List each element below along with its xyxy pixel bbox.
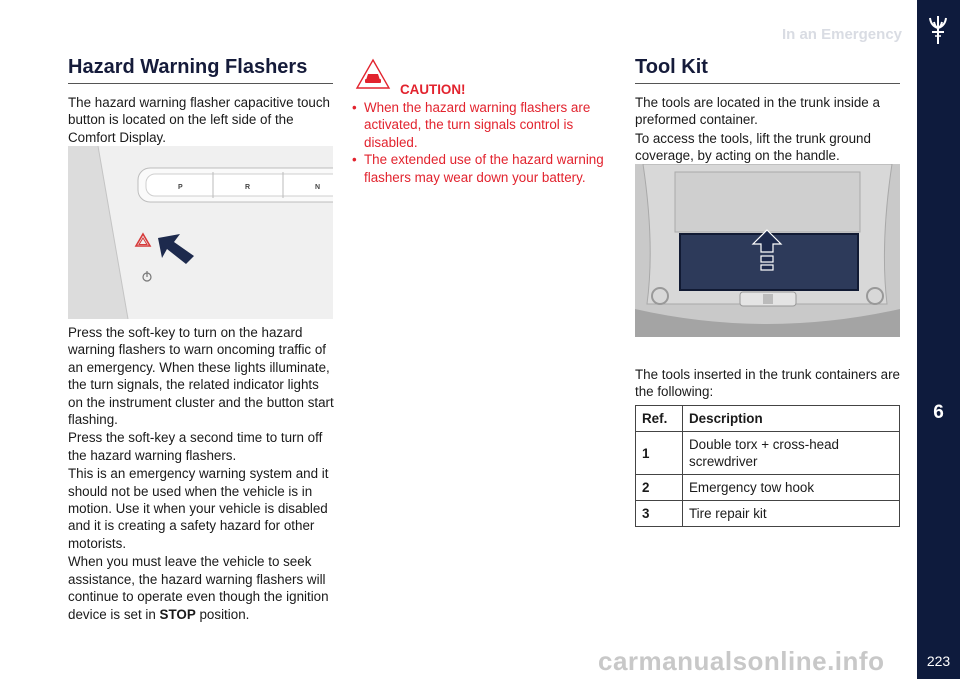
maserati-trident-logo <box>925 14 951 46</box>
gear-label-r: R <box>245 184 251 191</box>
ref-cell: 3 <box>636 501 683 527</box>
section-header: In an Emergency <box>781 26 902 43</box>
table-row <box>636 432 900 475</box>
hazard-title: Hazard Warning Flashers <box>68 56 333 84</box>
table-header-row <box>636 406 900 432</box>
col-header-description: Description <box>683 406 900 432</box>
toolkit-column <box>635 56 900 165</box>
gear-label-p: P <box>178 184 183 191</box>
hazard-para-1: Press the soft-key to turn on the hazard warning flashers to warn oncoming traffic of an emergency. When these lights illuminate, the turn signals, the related indicator lights on the instrument cluster and the button start flashing. <box>68 325 334 428</box>
description-cell: Emergency tow hook <box>683 475 900 501</box>
table-row <box>636 475 900 501</box>
watermark: carmanualsonline.info <box>598 646 885 676</box>
table-row <box>636 501 900 527</box>
hazard-body <box>68 324 336 623</box>
toolkit-para-1: The tools are located in the trunk inside a preformed container. <box>635 95 880 128</box>
ref-cell: 2 <box>636 475 683 501</box>
hazard-para-3: This is an emergency warning system and it should not be used when the vehicle is in motion. Use it when your vehicle is disabled and it is creating a safety hazard for other motorists. <box>68 466 329 551</box>
page-number: 223 <box>926 653 951 669</box>
caution-list <box>352 99 610 186</box>
chapter-number: 6 <box>933 402 944 423</box>
toolkit-title: Tool Kit <box>635 56 900 84</box>
caution-item: • When the hazard warning flashers are activated, the turn signals control is disabled. <box>352 99 610 151</box>
toolkit-list-intro <box>635 366 900 401</box>
ref-cell: 1 <box>636 432 683 475</box>
gear-label-n: N <box>315 184 321 191</box>
hazard-para-4: When you must leave the vehicle to seek assistance, the hazard warning flashers will continue to operate even though the ignition device is set in STOP position. <box>68 554 329 622</box>
toolkit-para-3: The tools inserted in the trunk containers are the following: <box>635 367 900 400</box>
car-warning-icon <box>355 58 391 90</box>
description-cell: Tire repair kit <box>683 501 900 527</box>
caution-title: CAUTION! <box>400 82 466 97</box>
toolkit-para-2: To access the tools, lift the trunk ground coverage, by acting on the handle. <box>635 130 871 164</box>
hazard-intro: The hazard warning flasher capacitive touch button is located on the left side of the Comfort Display. <box>68 95 331 145</box>
chapter-sidebar <box>917 0 960 679</box>
hazard-column <box>68 56 333 146</box>
hazard-button-illustration <box>68 146 333 319</box>
trunk-illustration <box>635 164 900 337</box>
description-cell: Double torx + cross-head screwdriver <box>683 432 900 475</box>
col-header-ref: Ref. <box>636 406 683 432</box>
tools-table <box>635 405 900 527</box>
caution-item: • The extended use of the hazard warning flashers may wear down your battery. <box>352 151 610 186</box>
hazard-para-2: Press the soft-key a second time to turn off the hazard warning flashers. <box>68 430 323 463</box>
stop-keyword: STOP <box>159 606 196 622</box>
